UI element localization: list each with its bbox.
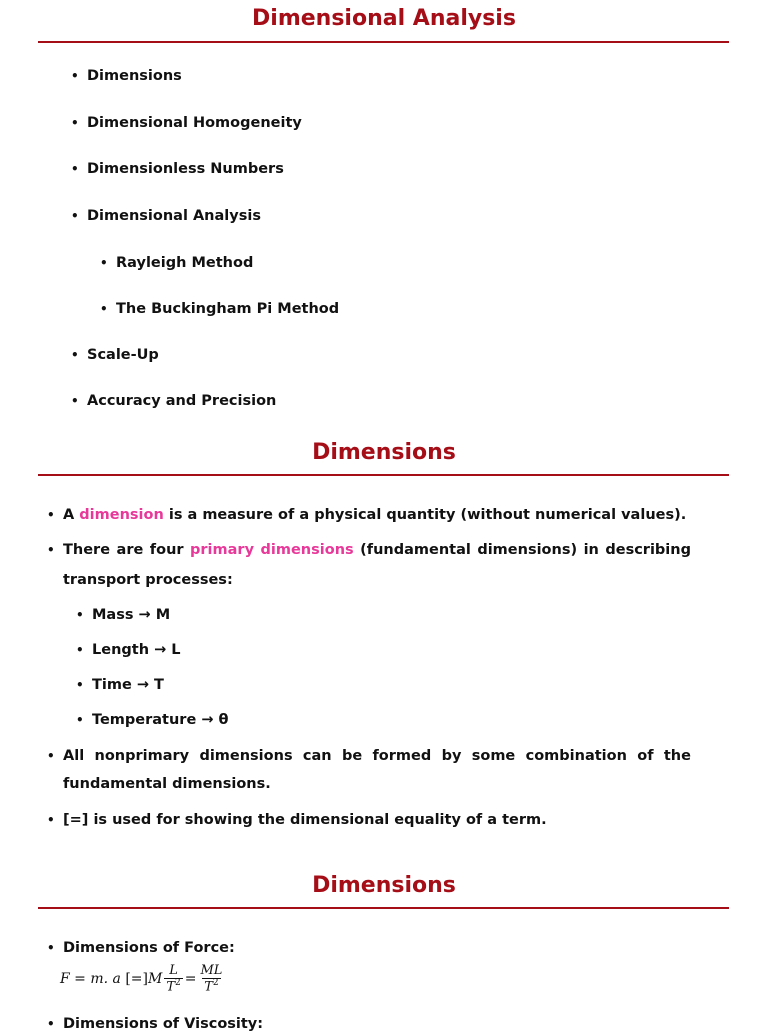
formula-mass: M	[147, 971, 163, 988]
list-item	[71, 393, 277, 410]
paragraph-text: A	[63, 507, 80, 523]
word: dimensions	[199, 748, 293, 764]
highlight-term: dimension	[79, 507, 164, 523]
denominator-base: T	[204, 979, 213, 995]
list-item-label: Dimensional Homogeneity	[87, 115, 302, 131]
bullet-icon: •	[71, 162, 79, 176]
word: in	[583, 542, 599, 558]
formula-fraction	[164, 964, 182, 995]
bullet-icon: •	[71, 69, 79, 83]
word: combination	[525, 748, 627, 764]
bullet-icon: •	[76, 643, 84, 657]
list-item-label: Rayleigh Method	[116, 255, 254, 271]
fraction-numerator: L	[169, 963, 178, 978]
section-divider	[38, 474, 729, 476]
paragraph-item	[47, 748, 691, 765]
word: some	[471, 748, 516, 764]
list-item-label: Length → L	[92, 642, 181, 658]
list-item-label: Mass → M	[92, 607, 171, 623]
bullet-icon: •	[100, 256, 108, 270]
paragraph-text: [=] is used for showing the dimensional equality of a term.	[63, 812, 547, 828]
list-item-label: Dimensional Analysis	[87, 208, 261, 224]
bullet-icon: •	[76, 678, 84, 692]
word: There	[63, 542, 111, 558]
bullet-icon: •	[71, 348, 79, 362]
paragraph-continuation: fundamental dimensions.	[63, 776, 271, 792]
exponent: 2	[175, 978, 181, 989]
list-item-label: Temperature → θ	[92, 712, 229, 728]
exponent: 2	[212, 978, 219, 989]
list-item-label: Dimensionless Numbers	[87, 161, 284, 177]
bullet-icon: •	[71, 209, 79, 223]
word: dimensions)	[477, 542, 578, 558]
page-title: Dimensional Analysis	[252, 6, 516, 31]
paragraph-continuation: transport processes:	[63, 572, 233, 588]
list-item	[100, 301, 340, 318]
word: (fundamental	[360, 542, 471, 558]
bullet-icon: •	[47, 813, 55, 827]
word: formed	[372, 748, 432, 764]
word: the	[663, 748, 691, 764]
bullet-icon: •	[100, 302, 108, 316]
bullet-icon: •	[47, 508, 55, 522]
list-item	[71, 208, 261, 225]
word: All	[63, 748, 85, 764]
word: of	[637, 748, 654, 764]
formula-equals: =	[184, 971, 197, 988]
denominator-base: T	[166, 979, 175, 995]
bullet-icon: •	[47, 941, 55, 955]
fraction-numerator: ML	[200, 963, 223, 978]
bullet-icon: •	[47, 749, 55, 763]
list-item	[76, 642, 181, 659]
list-item	[71, 161, 284, 178]
highlight-term: primary	[190, 542, 255, 558]
list-item-label: Scale-Up	[87, 347, 159, 363]
word: nonprimary	[94, 748, 190, 764]
bullet-icon: •	[76, 608, 84, 622]
title-divider	[38, 41, 729, 43]
word: are	[116, 542, 144, 558]
formula-lhs: F = m. a	[60, 971, 121, 988]
list-item	[47, 1016, 264, 1033]
bullet-icon: •	[47, 1017, 55, 1031]
paragraph-item	[47, 542, 691, 559]
paragraph-text: is a measure of a physical quantity (without numerical values).	[163, 507, 687, 523]
paragraph-item	[47, 812, 547, 829]
highlight-term: dimensions	[260, 542, 354, 558]
list-item-label: Dimensions of Force:	[63, 940, 235, 956]
list-item	[76, 607, 171, 624]
section-title: Dimensions	[312, 873, 456, 898]
list-item-label: Dimensions of Viscosity:	[63, 1016, 264, 1032]
paragraph-item	[47, 507, 687, 524]
section-divider	[38, 907, 729, 909]
list-item	[76, 677, 164, 694]
list-item-label: Accuracy and Precision	[87, 393, 277, 409]
word: describing	[605, 542, 691, 558]
word: can	[302, 748, 332, 764]
formula-fraction	[198, 964, 224, 995]
list-item	[71, 347, 159, 364]
bullet-icon: •	[76, 713, 84, 727]
fraction-denominator	[202, 978, 220, 995]
bullet-icon: •	[71, 394, 79, 408]
list-item-label: Time → T	[92, 677, 164, 693]
list-item	[76, 712, 229, 729]
section-title: Dimensions	[312, 440, 456, 465]
word: be	[341, 748, 363, 764]
bullet-icon: •	[47, 543, 55, 557]
list-item	[47, 940, 235, 957]
bullet-icon: •	[71, 116, 79, 130]
fraction-denominator	[164, 978, 182, 995]
list-item-label: The Buckingham Pi Method	[116, 301, 340, 317]
list-item	[100, 255, 254, 272]
word: four	[149, 542, 184, 558]
word: by	[441, 748, 462, 764]
formula-operator: [=]	[125, 971, 148, 988]
list-item	[71, 68, 182, 85]
list-item-label: Dimensions	[87, 68, 182, 84]
force-formula	[60, 964, 226, 995]
list-item	[71, 115, 302, 132]
